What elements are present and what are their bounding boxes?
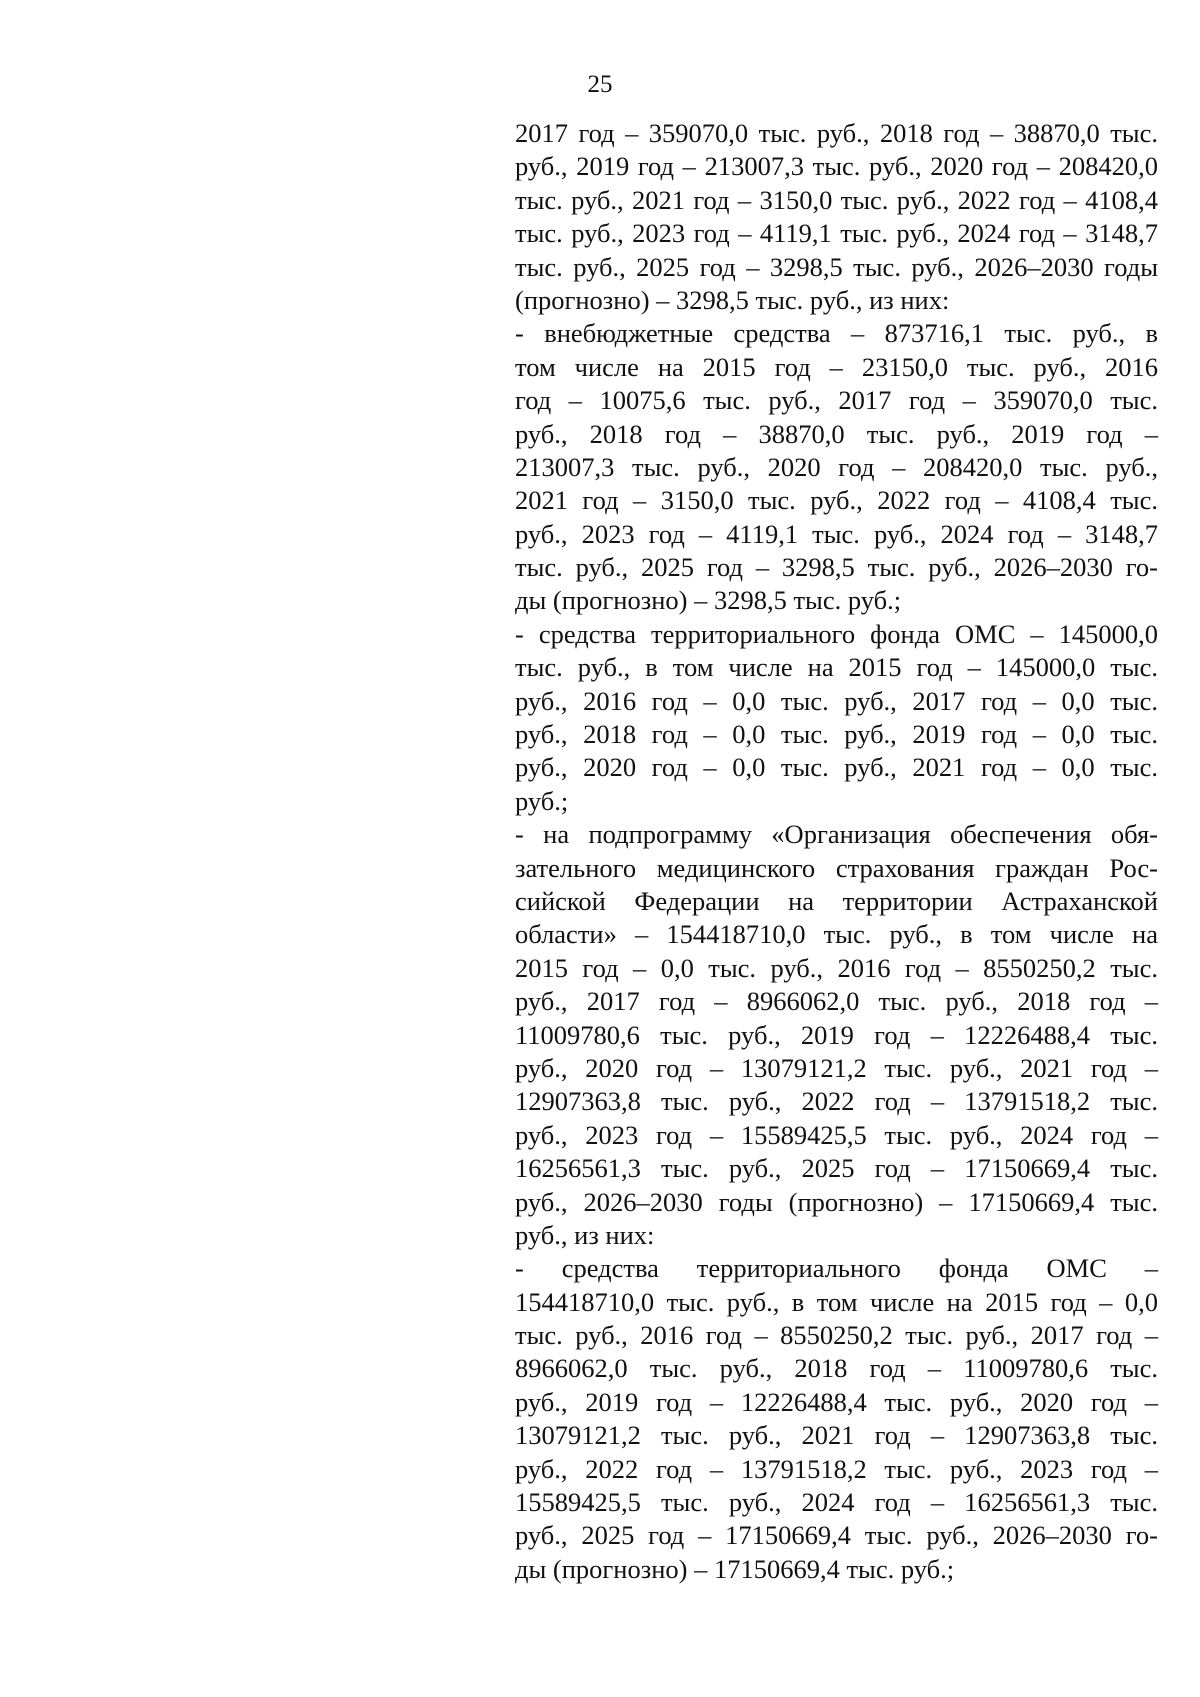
text-line: руб., 2025 год – 17150669,4 тыс. руб., 2026–2030 го- [515,1520,1158,1551]
text-line: руб., 2020 год – 0,0 тыс. руб., 2021 год – 0,0 тыс. [515,752,1158,783]
text-line: том числе на 2015 год – 23150,0 тыс. руб., 2016 [515,351,1158,382]
text-line: зательного медицинского страхования граждан Рос- [515,852,1158,883]
text-line: руб., 2016 год – 0,0 тыс. руб., 2017 год – 0,0 тыс. [515,685,1158,716]
text-line: руб., 2023 год – 15589425,5 тыс. руб., 2024 год – [515,1119,1158,1150]
text-line: тыс. руб., 2021 год – 3150,0 тыс. руб., 2022 год – 4108,4 [515,184,1158,215]
text-line: 16256561,3 тыс. руб., 2025 год – 17150669,4 тыс. [515,1153,1158,1184]
text-line: тыс. руб., в том числе на 2015 год – 145000,0 тыс. [515,652,1158,683]
text-line: 12907363,8 тыс. руб., 2022 год – 13791518,2 тыс. [515,1086,1158,1117]
text-line: ды (прогнозно) – 17150669,4 тыс. руб.; [515,1553,955,1584]
text-line: руб., 2017 год – 8966062,0 тыс. руб., 2018 год – [515,986,1158,1017]
text-line: тыс. руб., 2025 год – 3298,5 тыс. руб., 2026–2030 годы [515,251,1158,282]
text-line: 2017 год – 359070,0 тыс. руб., 2018 год – 38870,0 тыс. [515,118,1158,148]
document-body-text [515,117,1158,1586]
text-line: руб., 2022 год – 13791518,2 тыс. руб., 2023 год – [515,1453,1158,1484]
text-line: 15589425,5 тыс. руб., 2024 год – 16256561,3 тыс. [515,1487,1158,1518]
text-line: - средства территориального фонда ОМС – [515,1253,1158,1284]
text-line: сийской Федерации на территории Астраханской [515,885,1158,916]
text-line: 154418710,0 тыс. руб., в том числе на 2015 год – 0,0 [515,1286,1158,1317]
text-line: 11009780,6 тыс. руб., 2019 год – 12226488,4 тыс. [515,1019,1158,1050]
text-line: тыс. руб., 2023 год – 4119,1 тыс. руб., 2024 год – 3148,7 [515,218,1158,249]
text-line: руб.; [515,785,569,816]
text-line: руб., 2019 год – 12226488,4 тыс. руб., 2020 год – [515,1386,1158,1417]
text-line: руб., 2018 год – 38870,0 тыс. руб., 2019 год – [515,418,1158,449]
text-line: тыс. руб., 2016 год – 8550250,2 тыс. руб., 2017 год – [515,1320,1158,1351]
text-line: руб., 2019 год – 213007,3 тыс. руб., 2020 год – 208420,0 [515,151,1158,182]
text-line: 8966062,0 тыс. руб., 2018 год – 11009780,6 тыс. [515,1353,1158,1384]
text-line: ды (прогнозно) – 3298,5 тыс. руб.; [515,585,902,616]
text-line: 13079121,2 тыс. руб., 2021 год – 12907363,8 тыс. [515,1420,1158,1451]
text-line: тыс. руб., 2025 год – 3298,5 тыс. руб., 2026–2030 го- [515,552,1158,583]
text-line: год – 10075,6 тыс. руб., 2017 год – 359070,0 тыс. [515,385,1158,416]
text-line: 2015 год – 0,0 тыс. руб., 2016 год – 8550250,2 тыс. [515,952,1158,983]
text-line: руб., 2018 год – 0,0 тыс. руб., 2019 год – 0,0 тыс. [515,719,1158,750]
text-line: 213007,3 тыс. руб., 2020 год – 208420,0 тыс. руб., [515,451,1158,482]
text-line: - внебюджетные средства – 873716,1 тыс. руб., в [515,318,1158,349]
text-line: области» – 154418710,0 тыс. руб., в том числе на [515,919,1158,950]
text-line: 2021 год – 3150,0 тыс. руб., 2022 год – 4108,4 тыс. [515,485,1158,516]
text-line: руб., из них: [515,1219,655,1250]
page-number: 25 [587,71,613,98]
text-line: руб., 2026–2030 годы (прогнозно) – 17150669,4 тыс. [515,1186,1158,1217]
text-line: - средства территориального фонда ОМС – 145000,0 [515,618,1158,649]
text-line: (прогнозно) – 3298,5 тыс. руб., из них: [515,284,950,315]
text-line: руб., 2020 год – 13079121,2 тыс. руб., 2021 год – [515,1052,1158,1083]
text-line: - на подпрограмму «Организация обеспечения обя- [515,819,1158,850]
text-line: руб., 2023 год – 4119,1 тыс. руб., 2024 год – 3148,7 [515,518,1158,549]
